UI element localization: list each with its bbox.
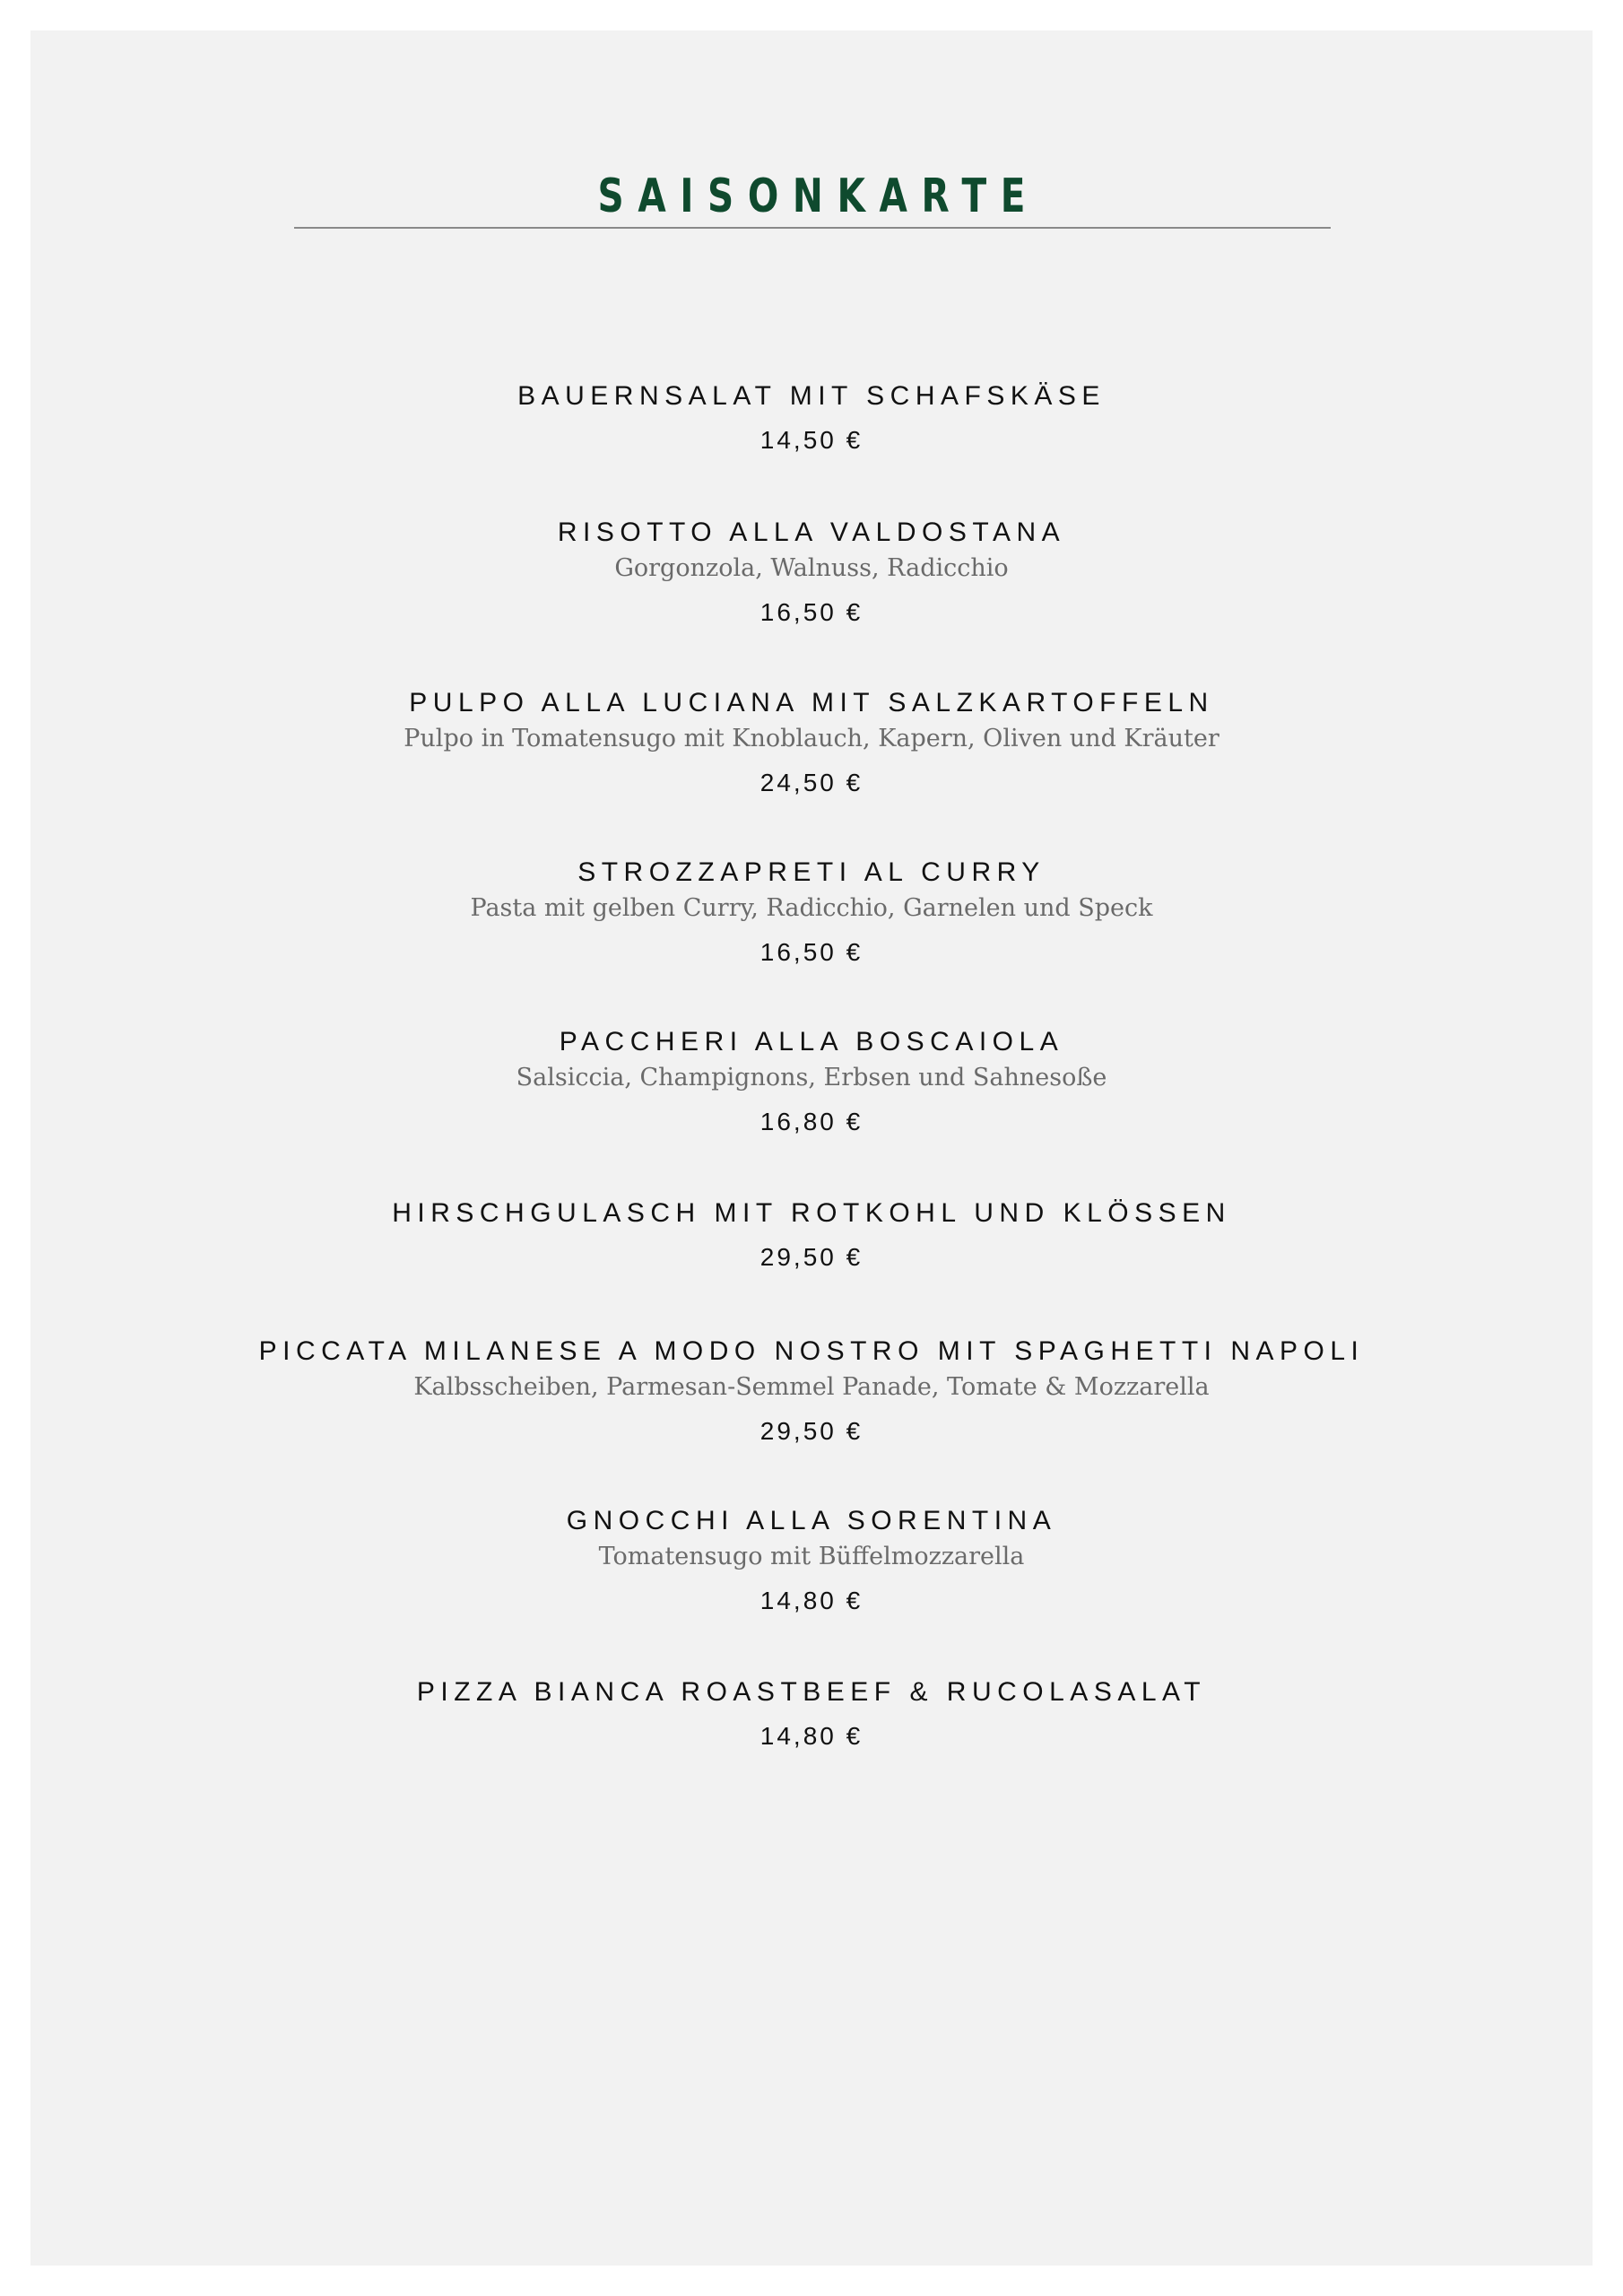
menu-item-name: BAUERNSALAT MIT SCHAFSKÄSE [517, 381, 1106, 411]
menu-item-hirschgulasch [30, 1196, 1593, 1275]
menu-item-description: Pulpo in Tomatensugo mit Knoblauch, Kapern, Oliven und Kräuter [404, 725, 1219, 752]
menu-item-price: 16,80 € [759, 1108, 864, 1135]
menu-item-paccheri [30, 1024, 1593, 1140]
menu-item-name: PICCATA MILANESE A MODO NOSTRO MIT SPAGHETTI NAPOLI [258, 1336, 1365, 1366]
menu-item-strozzapreti [30, 855, 1593, 970]
menu-item-name: PULPO ALLA LUCIANA MIT SALZKARTOFFELN [409, 688, 1214, 718]
menu-item-price: 24,50 € [759, 769, 864, 796]
menu-item-description: Tomatensugo mit Büffelmozzarella [598, 1543, 1025, 1570]
menu-item-price: 14,80 € [759, 1587, 864, 1614]
menu-item-name: PIZZA BIANCA ROASTBEEF & RUCOLASALAT [416, 1677, 1207, 1707]
menu-item-gnocchi [30, 1503, 1593, 1619]
title-divider [294, 227, 1331, 229]
menu-item-name: RISOTTO ALLA VALDOSTANA [557, 517, 1066, 547]
menu-item-price: 29,50 € [759, 1417, 864, 1445]
menu-item-description: Salsiccia, Champignons, Erbsen und Sahnesoße [516, 1064, 1107, 1091]
menu-item-bauernsalat [30, 378, 1593, 458]
menu-item-name: GNOCCHI ALLA SORENTINA [566, 1506, 1057, 1535]
menu-item-description: Gorgonzola, Walnuss, Radicchio [614, 554, 1009, 582]
menu-item-price: 16,50 € [759, 598, 864, 626]
menu-item-price: 14,50 € [759, 426, 864, 454]
menu-item-name: PACCHERI ALLA BOSCAIOLA [559, 1027, 1064, 1057]
menu-item-pizza-bianca [30, 1674, 1593, 1754]
menu-item-risotto [30, 515, 1593, 631]
menu-item-name: STROZZAPRETI AL CURRY [577, 857, 1046, 887]
menu-item-piccata [30, 1334, 1593, 1449]
page-title: SAISONKARTE [597, 170, 1040, 223]
menu-item-price: 16,50 € [759, 938, 864, 966]
menu-item-price: 29,50 € [759, 1243, 864, 1271]
menu-item-description: Pasta mit gelben Curry, Radicchio, Garnelen und Speck [470, 894, 1153, 922]
menu-item-description: Kalbsscheiben, Parmesan-Semmel Panade, Tomate & Mozzarella [413, 1373, 1210, 1401]
menu-item-price: 14,80 € [759, 1722, 864, 1750]
menu-item-name: HIRSCHGULASCH MIT ROTKOHL UND KLÖSSEN [392, 1198, 1231, 1228]
menu-item-pulpo [30, 685, 1593, 801]
menu-page [30, 30, 1593, 2266]
